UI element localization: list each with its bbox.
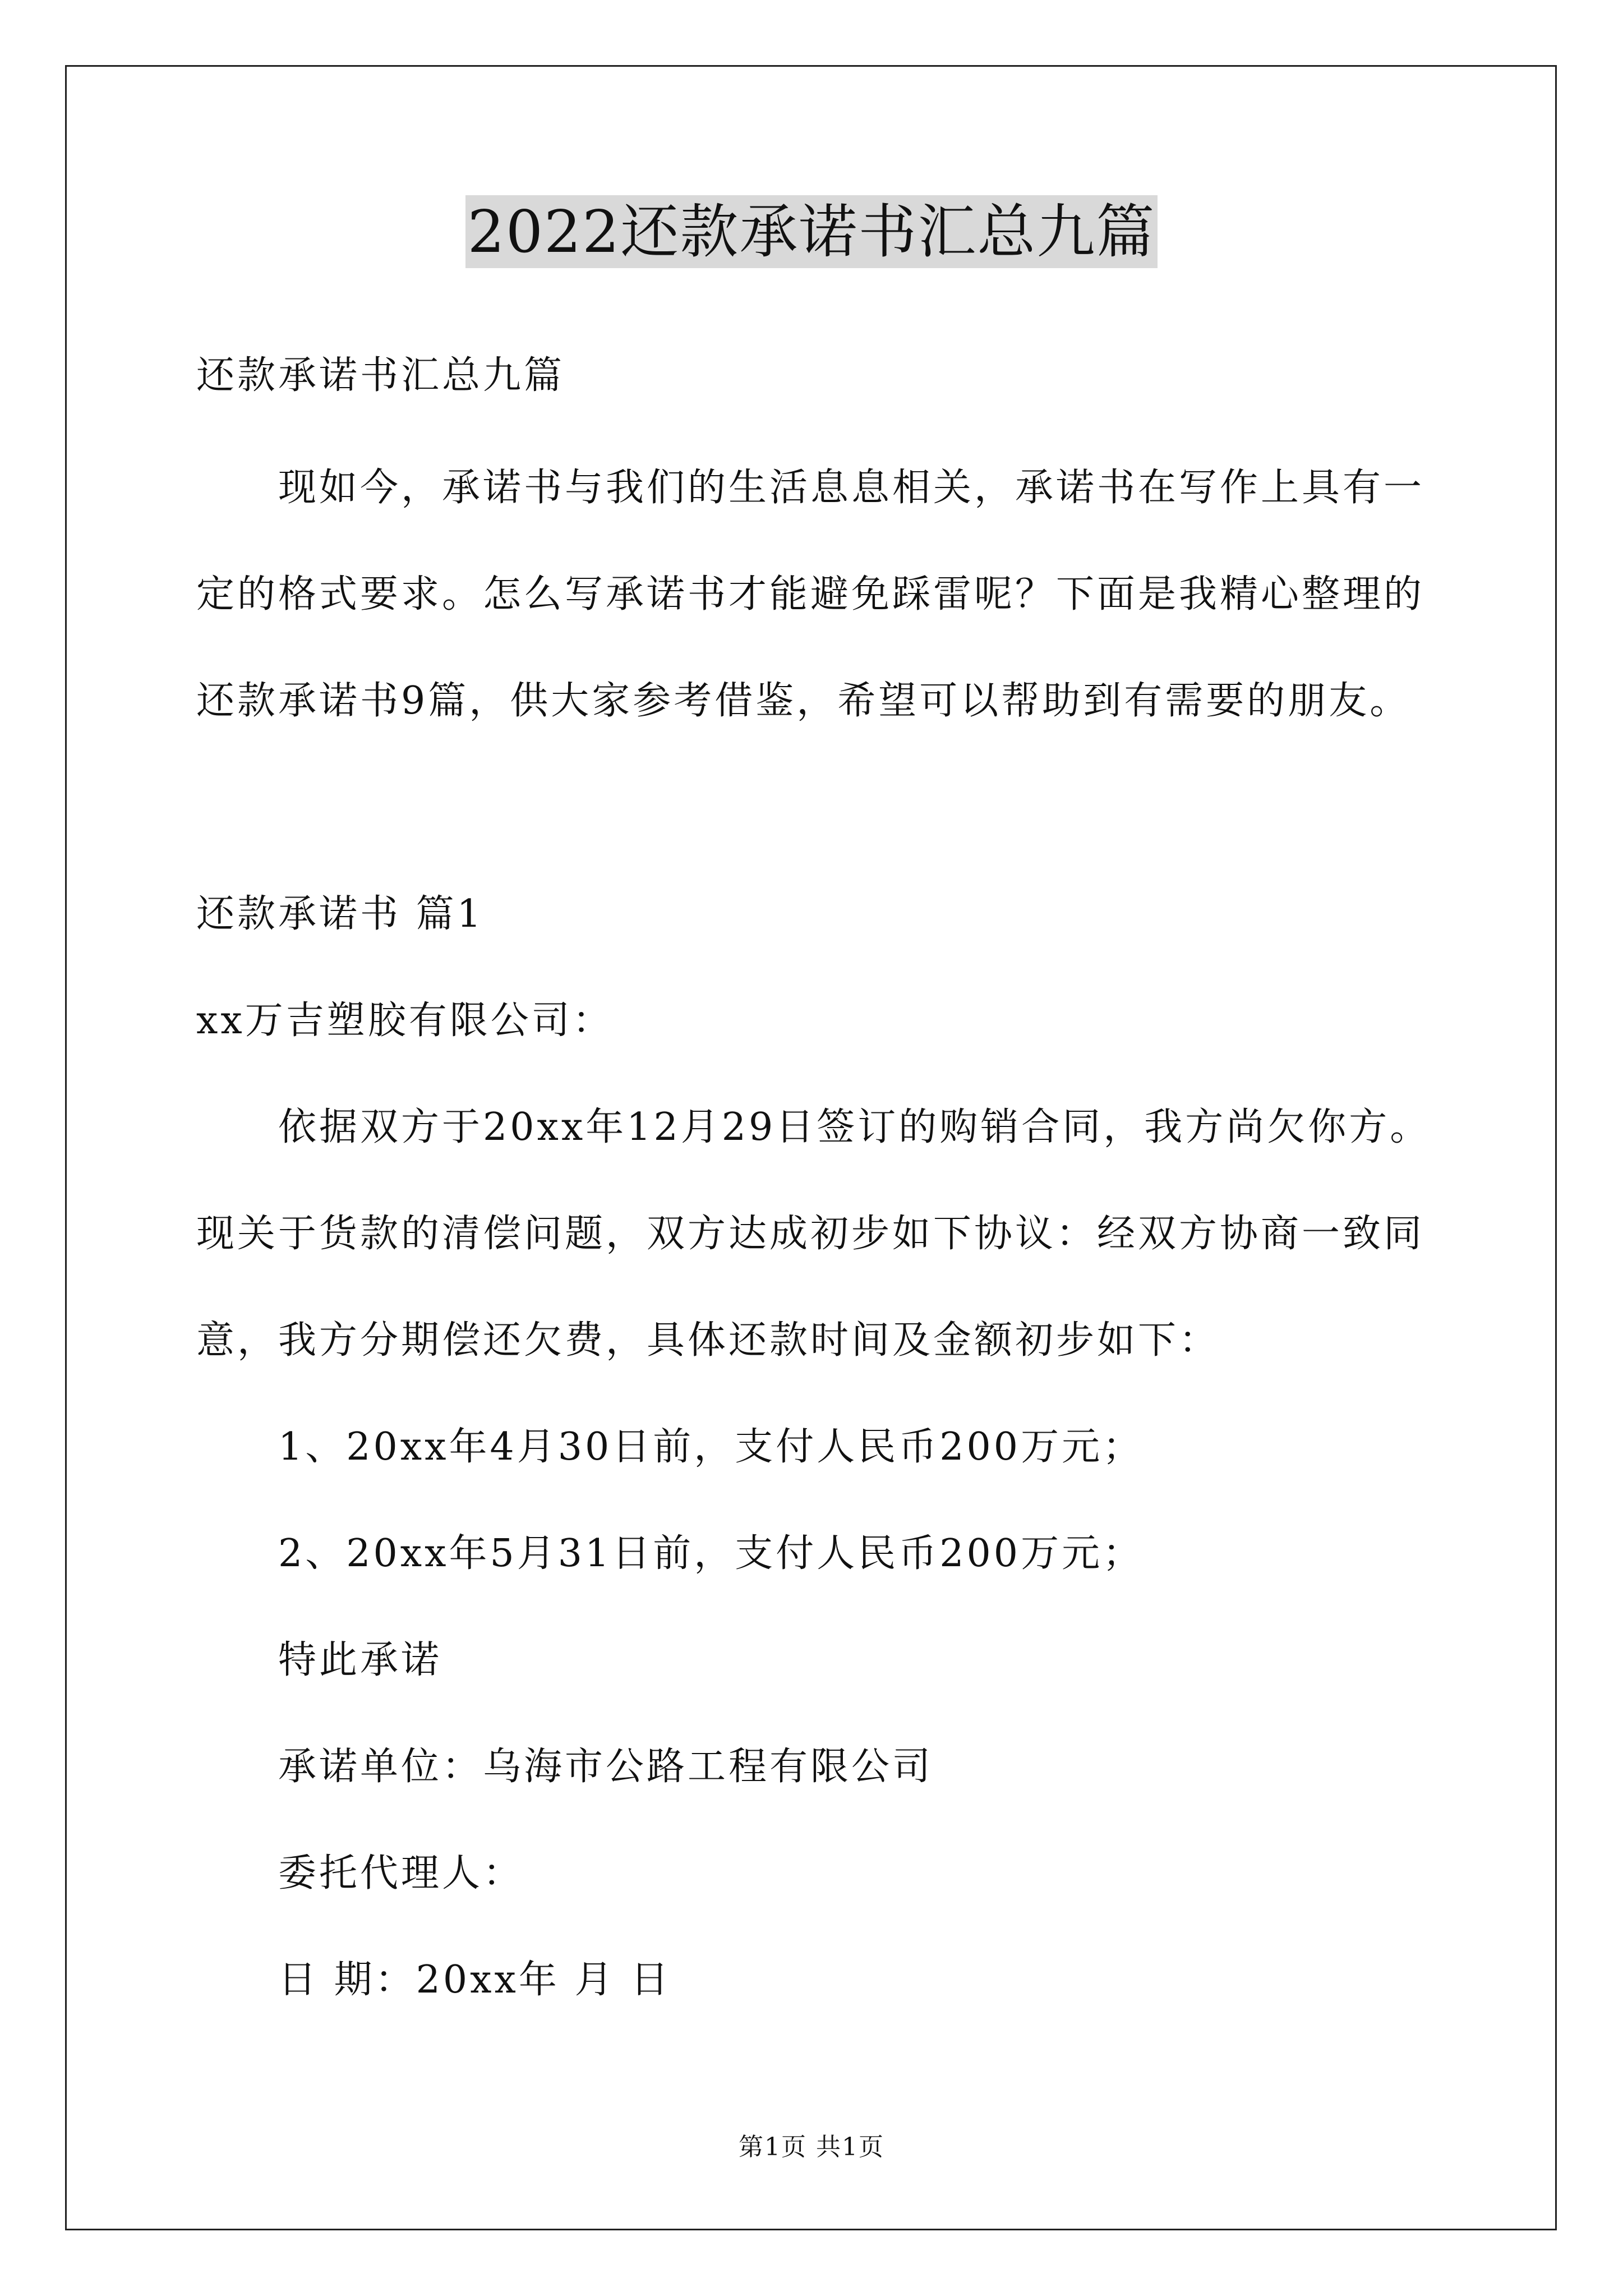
body-line-2: 现关于货款的清偿问题，双方达成初步如下协议：经双方协商一致同	[196, 1212, 1425, 1256]
intro-line-1: 现如今，承诺书与我们的生活息息相关，承诺书在写作上具有一	[278, 466, 1425, 510]
body-line-1: 依据双方于20xx年12月29日签订的购销合同，我方尚欠你方。	[278, 1105, 1431, 1149]
addressee: xx万吉塑胶有限公司：	[196, 999, 614, 1043]
date-line: 日 期：20xx年 月 日	[278, 1958, 672, 2002]
signing-unit: 承诺单位：乌海市公路工程有限公司	[278, 1745, 934, 1789]
intro-line-2: 定的格式要求。怎么写承诺书才能避免踩雷呢？下面是我精心整理的	[196, 572, 1425, 616]
list-item-2: 2、20xx年5月31日前，支付人民币200万元；	[278, 1531, 1144, 1576]
closing-text: 特此承诺	[278, 1638, 442, 1682]
page-footer: 第1页 共1页	[739, 2133, 884, 2161]
agent-line: 委托代理人：	[278, 1851, 524, 1895]
list-item-1: 1、20xx年4月30日前，支付人民币200万元；	[278, 1425, 1144, 1469]
subtitle: 还款承诺书汇总九篇	[196, 353, 565, 398]
intro-line-3: 还款承诺书9篇，供大家参考借鉴，希望可以帮助到有需要的朋友。	[196, 679, 1411, 723]
document-title: 2022还款承诺书汇总九篇	[465, 195, 1158, 268]
title-container	[0, 195, 1623, 268]
body-line-3: 意，我方分期偿还欠费，具体还款时间及金额初步如下：	[196, 1318, 1220, 1363]
section-heading: 还款承诺书 篇1	[196, 892, 484, 936]
